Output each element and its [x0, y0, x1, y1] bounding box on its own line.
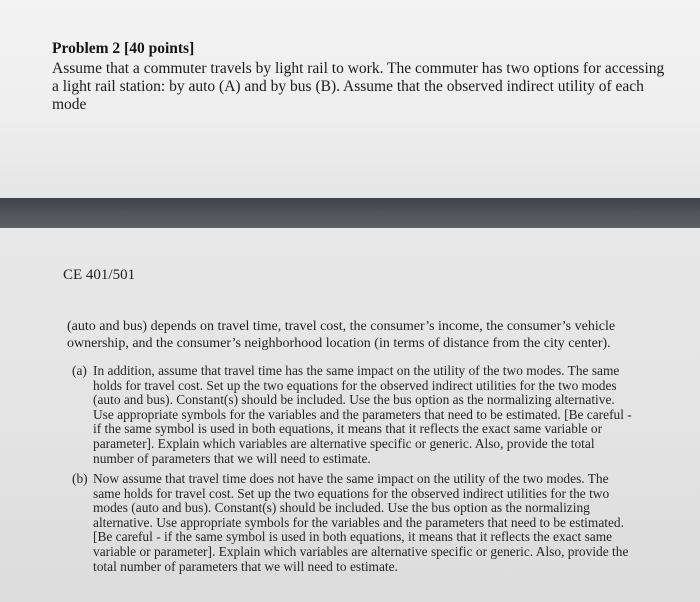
part-a: [72, 364, 632, 466]
course-header: CE 401/501: [63, 267, 136, 283]
problem-title: Problem 2 [40 points]: [52, 40, 195, 57]
problem-continuation: (auto and bus) depends on travel time, travel cost, the consumer’s income, the consumer’s vehicle ownership, and the consumer’s neighborhood location (in terms of distance from the city center).: [67, 319, 616, 351]
part-a-label: (a): [72, 363, 87, 378]
part-a-text: In addition, assume that travel time has the same impact on the utility of the two modes. The same holds for travel cost. Set up the two equations for the observed indirect utilities for the two modes (auto and bus). Constant(s) should be included. Use the bus option as the normalizing alternative. Use appropriate symbols for the variables and the parameters that need to be estimated. [Be careful - if the same symbol is used in both equations, it means that it reflects the exact same variable or parameter]. Explain which variables are alternative specific or generic. Also, provide the total number of parameters that we will need to estimate.: [93, 363, 632, 466]
part-b-label: (b): [72, 471, 88, 486]
part-b: [72, 472, 632, 574]
problem-intro: Assume that a commuter travels by light rail to work. The commuter has two options for accessing a light rail station: by auto (A) and by bus (B). Assume that the observed indirect utility of each mode: [52, 60, 665, 113]
page-divider-bar: [0, 198, 700, 228]
part-b-text: Now assume that travel time does not have the same impact on the utility of the two modes. The same holds for travel cost. Set up the two equations for the observed indirect utilities for the two modes (auto and bus). Constant(s) should be included. Use the bus option as the normalizing alternative. Use appropriate symbols for the variables and the parameters that need to be estimated. [Be careful - if the same symbol is used in both equations, it means that it reflects the exact same variable or parameter]. Explain which variables are alternative specific or generic. Also, provide the total number of parameters that we will need to estimate.: [93, 471, 629, 574]
